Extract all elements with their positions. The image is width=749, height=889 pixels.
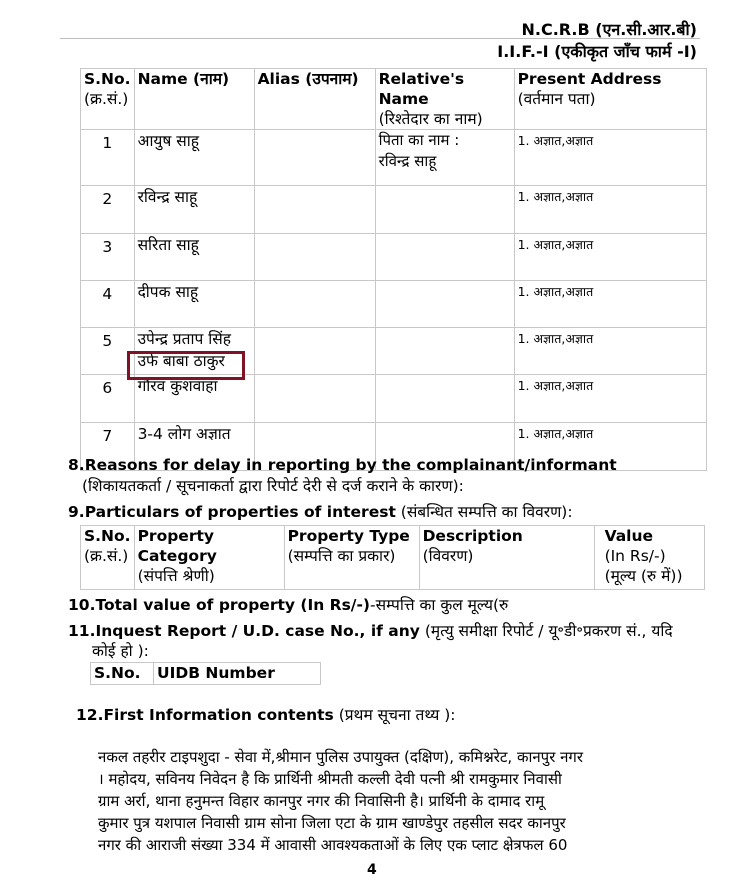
accused-table-header (81, 69, 707, 130)
row-sno: 5 (81, 328, 135, 375)
section-9 (68, 502, 573, 522)
row-address: 1. अज्ञात,अज्ञात (514, 423, 706, 471)
page-number: 4 (367, 862, 377, 878)
table-row (81, 186, 707, 234)
section-12-title: First Information contents (103, 706, 334, 724)
row-sno: 7 (81, 423, 135, 471)
row-alias (254, 328, 375, 375)
col-relative: Relative's Name (रिश्तेदार का नाम) (375, 69, 514, 130)
section-8-subtitle: (शिकायतकर्ता / सूचनाकर्ता द्वारा रिपोर्ट देरी से दर्ज कराने के कारण): (82, 477, 464, 495)
row-address: 1. अज्ञात,अज्ञात (514, 186, 706, 234)
row-relative (375, 375, 514, 423)
uidb-col-sno: S.No. (91, 663, 154, 685)
row-alias (254, 186, 375, 234)
uidb-table (90, 662, 321, 685)
col-name: Name (नाम) (134, 69, 254, 130)
fir-line: नगर की आराजी संख्या 334 में आवासी आवश्यकताओं के लिए एक प्लाट क्षेत्रफल 60 (98, 836, 568, 854)
col-alias: Alias (उपनाम) (254, 69, 375, 130)
row-relative (375, 234, 514, 281)
col-address: Present Address (वर्तमान पता) (514, 69, 706, 130)
row-relative (375, 186, 514, 234)
section-8-number: 8. (68, 456, 85, 474)
relative-line: पिता का नाम : (378, 131, 460, 149)
row-relative (375, 281, 514, 328)
prop-col-category: Property Category (संपत्ति श्रेणी) (134, 526, 284, 590)
name-line: आयुष साहू (137, 132, 200, 150)
property-table (80, 525, 705, 590)
header-rule (60, 38, 700, 39)
table-row (81, 130, 707, 186)
uidb-table-header (91, 663, 321, 685)
section-12 (76, 705, 456, 725)
row-relative (375, 328, 514, 375)
section-8 (68, 455, 617, 475)
row-address: 1. अज्ञात,अज्ञात (514, 234, 706, 281)
section-11-number: 11. (68, 622, 96, 640)
section-11-title: Inquest Report / U.D. case No., if any (95, 622, 420, 640)
uidb-col-number: UIDB Number (154, 663, 321, 685)
name-line: 3-4 लोग अज्ञात (137, 425, 231, 443)
name-line: दीपक साहू (137, 283, 199, 301)
highlight-box (127, 351, 245, 380)
fir-contents (98, 746, 708, 856)
prop-col-description: Description (विवरण) (419, 526, 594, 590)
section-9-title: Particulars of properties of interest (84, 503, 396, 521)
section-11-title-hi: (मृत्यु समीक्षा रिपोर्ट / यू॰डी॰प्रकरण सं., यदि (419, 622, 673, 640)
accused-table (80, 68, 707, 471)
name-line: गौरव कुशवाहा (137, 377, 218, 395)
row-name (134, 130, 254, 186)
section-8-title: Reasons for delay in reporting by the complainant/informant (84, 456, 617, 474)
section-10-number: 10. (68, 596, 96, 614)
row-alias (254, 234, 375, 281)
row-sno: 4 (81, 281, 135, 328)
fir-line: नकल तहरीर टाइपशुदा - सेवा में,श्रीमान पुलिस उपायुक्त (दक्षिण), कमिश्नरेट, कानपुर नगर (98, 748, 584, 766)
fir-line: ग्राम अर्रा, थाना हनुमन्त विहार कानपुर नगर की निवासिनी है। प्रार्थिनी के दामाद रामू (98, 792, 545, 810)
section-10-title: Total value of property (In Rs/-) (95, 596, 370, 614)
row-name (134, 281, 254, 328)
section-12-number: 12. (76, 706, 104, 724)
prop-col-type: Property Type (सम्पत्ति का प्रकार) (284, 526, 419, 590)
row-name (134, 234, 254, 281)
row-alias (254, 130, 375, 186)
row-sno: 3 (81, 234, 135, 281)
row-name (134, 375, 254, 423)
section-10 (68, 595, 508, 615)
row-sno: 2 (81, 186, 135, 234)
relative-line: रविन्द्र साहू (378, 152, 437, 170)
section-11-title-hi-cont: कोई हो ): (92, 642, 149, 660)
section-11 (68, 621, 673, 641)
fir-line: कुमार पुत्र यशपाल निवासी ग्राम सोना जिला एटा के ग्राम खाण्डेपुर तहसील सदर कानपुर (98, 814, 566, 832)
table-row (81, 281, 707, 328)
col-sno: S.No. (क्र.सं.) (81, 69, 135, 130)
name-line: रविन्द्र साहू (137, 188, 198, 206)
row-sno: 1 (81, 130, 135, 186)
table-row (81, 375, 707, 423)
section-12-title-hi: (प्रथम सूचना तथ्य ): (333, 706, 456, 724)
section-9-number: 9. (68, 503, 85, 521)
form-agency-title: N.C.R.B (एन.सी.आर.बी) (521, 20, 697, 39)
row-address: 1. अज्ञात,अज्ञात (514, 328, 706, 375)
row-address: 1. अज्ञात,अज्ञात (514, 281, 706, 328)
name-line: उर्फ बाबा ठाकुर (137, 352, 225, 370)
row-sno: 6 (81, 375, 135, 423)
section-9-title-hi: (संबन्धित सम्पत्ति का विवरण): (395, 503, 573, 521)
row-alias (254, 281, 375, 328)
prop-col-value: Value (In Rs/-) (मूल्य (रु में)) (594, 526, 704, 590)
section-10-title-hi: -सम्पत्ति का कुल मूल्य(रु (370, 596, 509, 614)
name-line: उपेन्द्र प्रताप सिंह (137, 330, 231, 348)
form-name-title: I.I.F.-I (एकीकृत जाँच फार्म -I) (497, 42, 697, 61)
row-relative (375, 130, 514, 186)
fir-line: । महोदय, सविनय निवेदन है कि प्रार्थिनी श्रीमती कल्ली देवी पत्नी श्री रामकुमार निवासी (98, 770, 562, 788)
property-table-header (81, 526, 705, 590)
row-address: 1. अज्ञात,अज्ञात (514, 130, 706, 186)
table-row (81, 234, 707, 281)
row-address: 1. अज्ञात,अज्ञात (514, 375, 706, 423)
prop-col-sno: S.No. (क्र.सं.) (81, 526, 135, 590)
name-line: सरिता साहू (137, 236, 199, 254)
row-alias (254, 375, 375, 423)
row-name (134, 186, 254, 234)
